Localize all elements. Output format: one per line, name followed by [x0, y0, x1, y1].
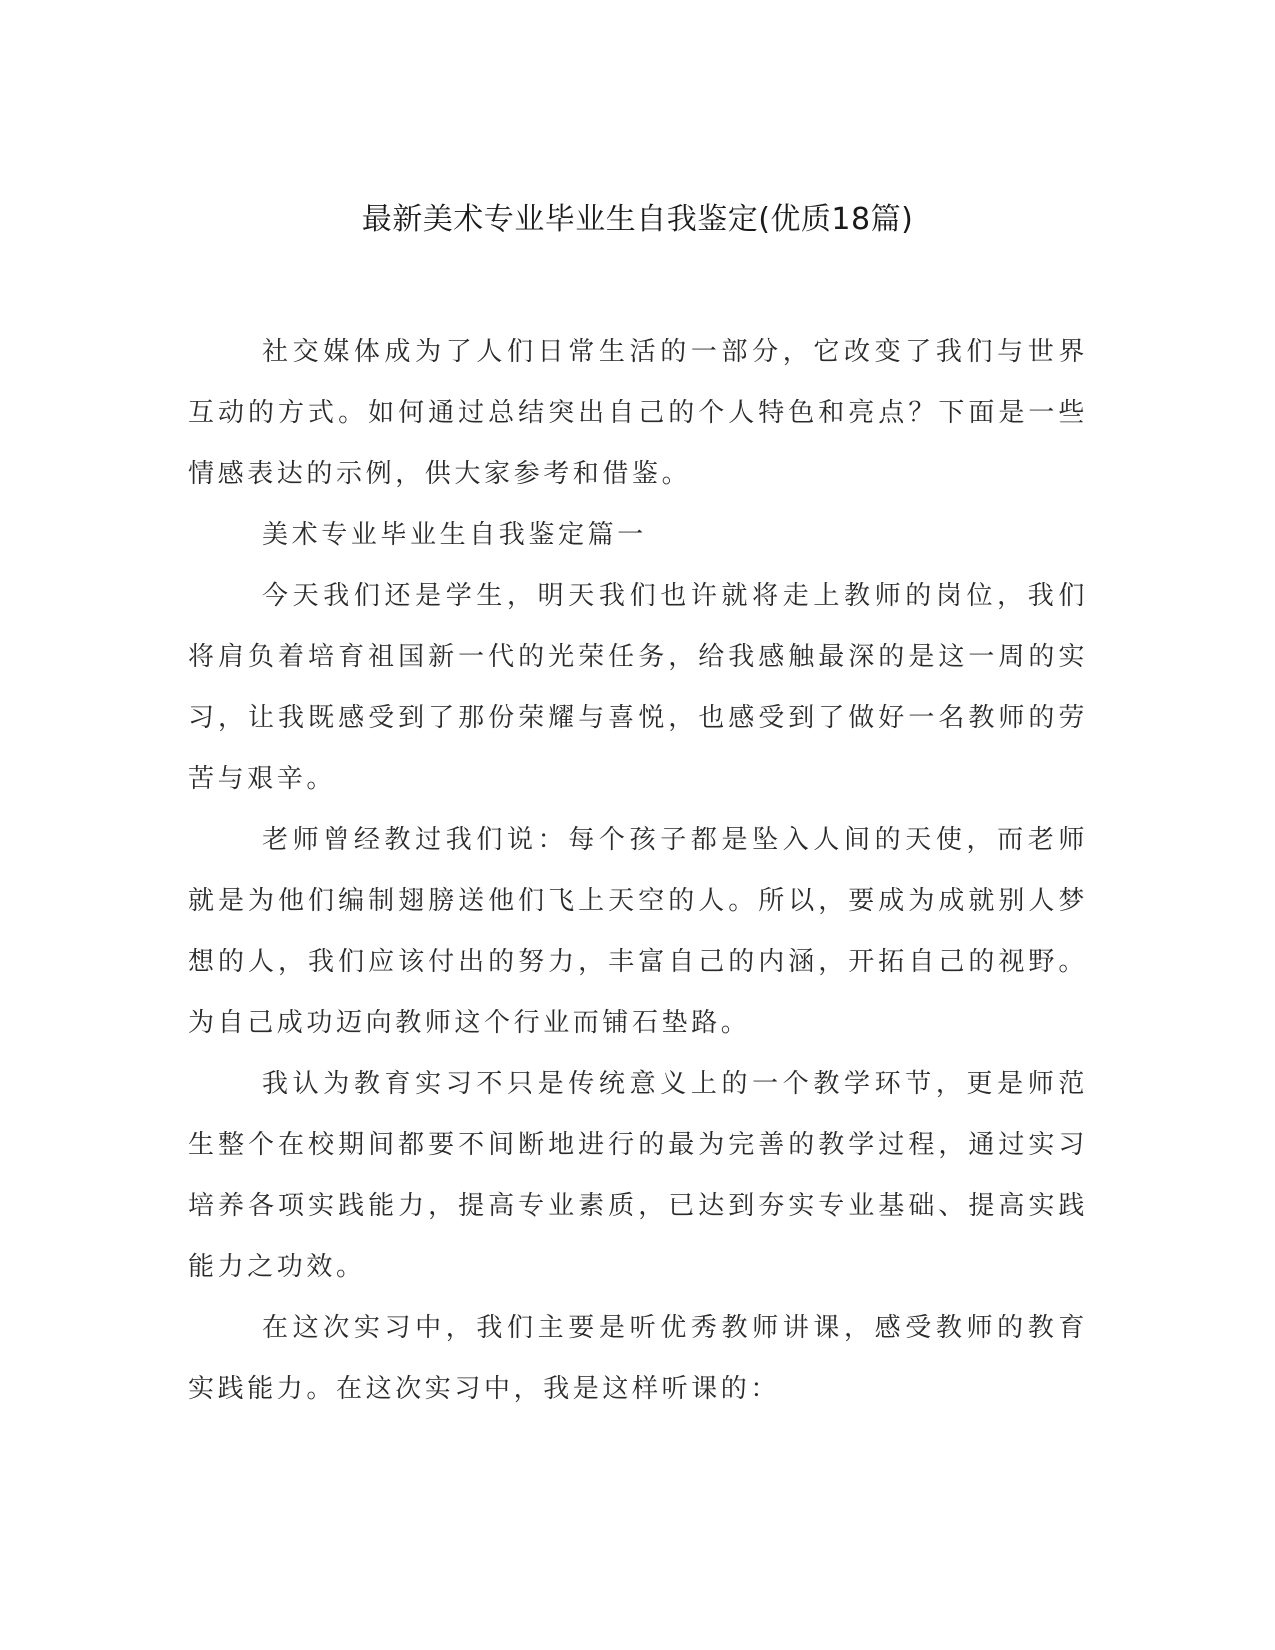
document-title: 最新美术专业毕业生自我鉴定(优质18篇): [361, 202, 914, 237]
section-heading: 美术专业毕业生自我鉴定篇一: [262, 520, 647, 550]
paragraph: 今天我们还是学生，明天我们也许就将走上教师的岗位，我们将肩负着培育祖国新一代的光荣任务，给我感触最深的是这一周的实习，让我既感受到了那份荣耀与喜悦，也感受到了做好一名教师的劳苦与艰辛。: [188, 581, 1088, 794]
paragraph: 在这次实习中，我们主要是听优秀教师讲课，感受教师的教育实践能力。在这次实习中，我是这样听课的：: [188, 1313, 1088, 1404]
paragraph: 我认为教育实习不只是传统意义上的一个教学环节，更是师范生整个在校期间都要不间断地进行的最为完善的教学过程，通过实习培养各项实践能力，提高专业素质，已达到夯实专业基础、提高实践能力之功效。: [188, 1069, 1088, 1282]
document-body: [188, 322, 1088, 1420]
paragraph-intro: 社交媒体成为了人们日常生活的一部分，它改变了我们与世界互动的方式。如何通过总结突出自己的个人特色和亮点？下面是一些情感表达的示例，供大家参考和借鉴。: [188, 337, 1088, 489]
paragraph: 老师曾经教过我们说：每个孩子都是坠入人间的天使，而老师就是为他们编制翅膀送他们飞上天空的人。所以，要成为成就别人梦想的人，我们应该付出的努力，丰富自己的内涵，开拓自己的视野。为自己成功迈向教师这个行业而铺石垫路。: [188, 825, 1088, 1038]
